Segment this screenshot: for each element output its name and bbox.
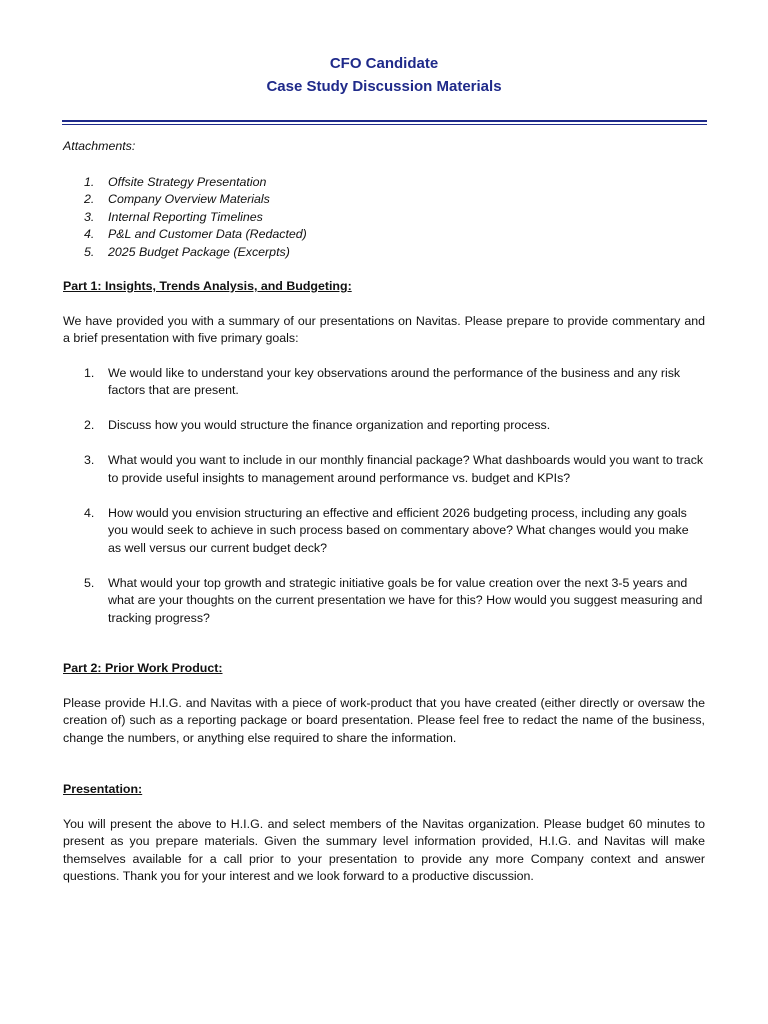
part1-intro: We have provided you with a summary of our presentations on Navitas. Please prepare to provide commentary and a brief presentation with five primary goals: xyxy=(63,313,705,345)
list-number: 4. xyxy=(84,227,95,241)
list-number: 4. xyxy=(84,505,95,520)
list-number: 5. xyxy=(84,244,95,259)
attachment-item xyxy=(63,174,705,192)
document-body xyxy=(63,138,705,903)
attachment-text: 2025 Budget Package (Excerpts) xyxy=(108,244,290,259)
part1-heading: Part 1: Insights, Trends Analysis, and Budgeting: xyxy=(63,279,352,293)
attachment-text: Internal Reporting Timelines xyxy=(108,209,263,224)
header-divider-thick xyxy=(62,120,707,122)
goal-text: What would your top growth and strategic initiative goals be for value creation over the next 3-5 years and what are your thoughts on the current presentation we have for this? How would you suggest measuring and tracking progress? xyxy=(108,575,703,625)
document-title xyxy=(0,52,768,98)
part2-body: Please provide H.I.G. and Navitas with a piece of work-product that you have created (either directly or oversaw the creation of) such as a reporting package or board presentation. Please feel free to redact the name of the business, change the numbers, or anything else required to share the information. xyxy=(63,695,705,745)
attachment-text: Offsite Strategy Presentation xyxy=(108,174,267,189)
part1-goals-list xyxy=(63,365,705,628)
goal-text: We would like to understand your key observations around the performance of the business and any risk factors that are present. xyxy=(108,365,681,397)
goal-text: What would you want to include in our monthly financial package? What dashboards would you want to track to provide useful insights to management around performance vs. budget and KPIs? xyxy=(108,453,704,485)
list-number: 2. xyxy=(84,418,95,432)
attachment-item xyxy=(63,226,705,244)
goal-text: Discuss how you would structure the finance organization and reporting process. xyxy=(108,418,551,432)
presentation-heading: Presentation: xyxy=(63,782,143,796)
goal-item xyxy=(63,505,705,558)
attachment-text: Company Overview Materials xyxy=(108,192,270,206)
presentation-body: You will present the above to H.I.G. and select members of the Navitas organization. Please budget 60 minutes to present as you prepare materials. Given the summary level information provided, H.I.G. and Navitas will make themselves available for a call prior to your presentation to provide any more Company context and answer questions. Thank you for your interest and we look forward to a productive discussion. xyxy=(63,816,705,883)
title-line-2: Case Study Discussion Materials xyxy=(266,78,502,95)
list-number: 1. xyxy=(84,174,95,189)
attachments-label: Attachments: xyxy=(63,139,136,153)
list-number: 1. xyxy=(84,365,95,380)
goal-text: How would you envision structuring an effective and efficient 2026 budgeting process, including any goals you would seek to achieve in such process based on commentary above? What changes would you make as well versus our current budget deck? xyxy=(108,505,689,555)
title-line-1: CFO Candidate xyxy=(329,55,439,72)
goal-item xyxy=(63,575,705,628)
part2-heading: Part 2: Prior Work Product: xyxy=(63,661,223,675)
attachments-list xyxy=(63,174,705,262)
list-number: 2. xyxy=(84,192,95,206)
goal-item xyxy=(63,452,705,487)
attachment-item xyxy=(63,191,705,209)
header-divider-thin xyxy=(62,124,707,125)
attachment-item xyxy=(63,209,705,227)
goal-item xyxy=(63,417,705,435)
list-number: 5. xyxy=(84,575,95,590)
attachment-text: P&L and Customer Data (Redacted) xyxy=(108,227,307,241)
goal-item xyxy=(63,365,705,400)
attachment-item xyxy=(63,244,705,262)
section-spacer xyxy=(63,764,705,781)
list-number: 3. xyxy=(84,453,95,467)
list-number: 3. xyxy=(84,209,95,224)
